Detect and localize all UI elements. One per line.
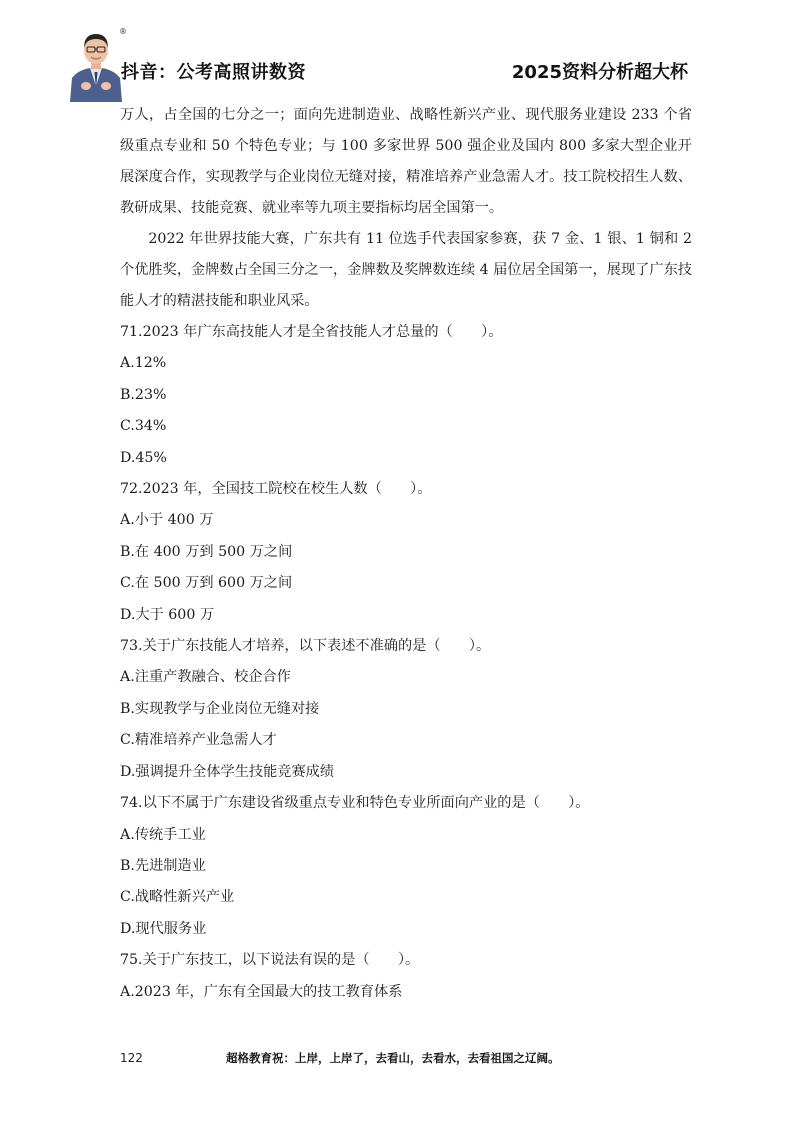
question-72-option-d: D.大于 600 万: [120, 606, 215, 623]
question-75-stem: 75.关于广东技工，以下说法有误的是（ ）。: [120, 952, 420, 969]
question-71-option-b: B.23%: [120, 386, 167, 403]
question-73-option-c: C.精准培养产业急需人才: [120, 732, 277, 749]
question-72-option-b: B.在 400 万到 500 万之间: [120, 543, 293, 560]
question-71-stem: 71.2023 年广东高技能人才是全省技能人才总量的（ ）。: [120, 324, 503, 340]
paragraph-1: 万人，占全国的七分之一；面向先进制造业、战略性新兴产业、现代服务业建设 233 个省级重点专业和 50 个特色专业；与 100 多家世界 500 强企业及国内 800 多家大型企业开展深度合作，实现教学与企业岗位无缝对接，精准培养产业急需人才。技工院校招生人数、教研成果、技能竞赛、就业率等九项主要指标均居全国第一。: [120, 107, 692, 216]
header-left-title: 抖音：公考高照讲数资: [121, 62, 306, 83]
question-71-option-a: A.12%: [120, 355, 167, 372]
paragraph-2: 2022 年世界技能大赛，广东共有 11 位选手代表国家参赛，获 7 金、1 银、1 铜和 2 个优胜奖，金牌数占全国三分之一，金牌数及奖牌数连续 4 届位居全国第一，展现了广东技能人才的精湛技能和职业风采。: [120, 231, 692, 309]
question-73-option-a: A.注重产教融合、校企合作: [120, 669, 291, 686]
author-avatar: [68, 26, 124, 102]
author-photo-icon: [68, 26, 124, 102]
footer-slogan: 超格教育祝：上岸，上岸了，去看山，去看水，去看祖国之辽阔。: [226, 1051, 560, 1065]
header-right-title: 2025资料分析超大杯: [511, 62, 688, 83]
registered-mark: ®: [119, 27, 127, 36]
question-71-option-d: D.45%: [120, 449, 167, 466]
question-74-option-c: C.战略性新兴产业: [120, 889, 235, 906]
page-content: [120, 100, 692, 1008]
question-73-option-d: D.强调提升全体学生技能竞赛成绩: [120, 763, 335, 780]
question-73-stem: 73.关于广东技能人才培养，以下表述不准确的是（ ）。: [120, 638, 491, 655]
question-74-option-b: B.先进制造业: [120, 857, 206, 874]
question-72-option-a: A.小于 400 万: [120, 512, 214, 529]
page-number: 122: [120, 1051, 143, 1065]
question-72-option-c: C.在 500 万到 600 万之间: [120, 575, 293, 592]
question-71-option-c: C.34%: [120, 418, 167, 435]
question-74-option-d: D.现代服务业: [120, 920, 207, 937]
question-74-stem: 74.以下不属于广东建设省级重点专业和特色专业所面向产业的是（ ）。: [120, 795, 590, 812]
question-72-stem: 72.2023 年，全国技工院校在校生人数（ ）。: [120, 481, 432, 498]
question-73-option-b: B.实现教学与企业岗位无缝对接: [120, 700, 320, 717]
question-75-option-a: A.2023 年，广东有全国最大的技工教育体系: [120, 983, 403, 1000]
page-header: [0, 0, 800, 108]
question-74-option-a: A.传统手工业: [120, 826, 206, 843]
